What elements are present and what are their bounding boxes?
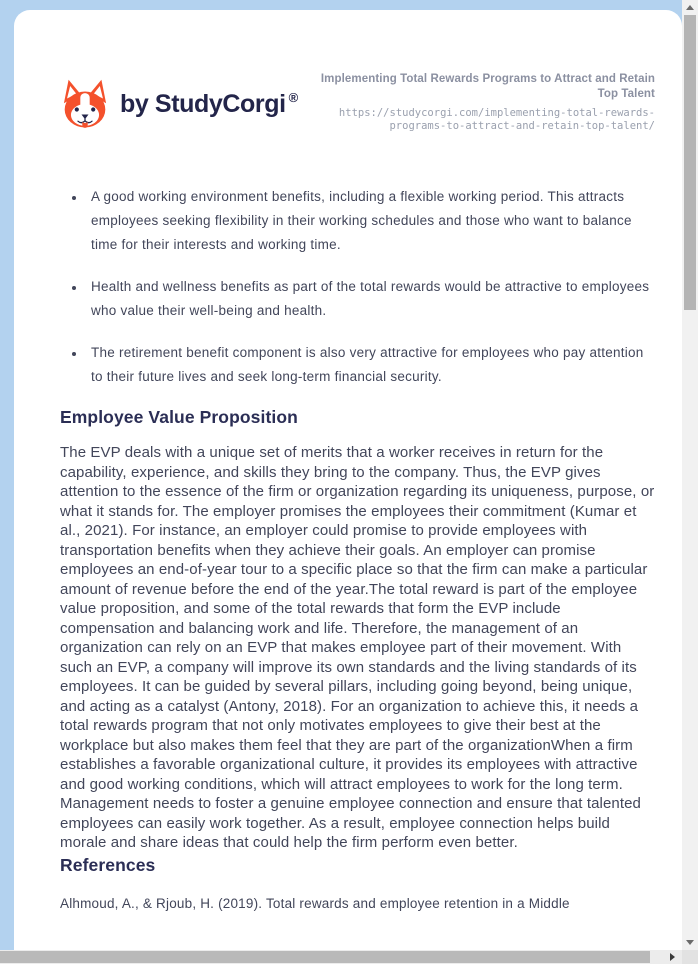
- registered-trademark: ®: [288, 89, 299, 105]
- document-url: https://studycorgi.com/implementing-total-rewards-programs-to-attract-and-retain-top-talent/: [338, 107, 655, 132]
- scrollbar-corner: [682, 950, 698, 964]
- brand-name: by StudyCorgi: [120, 89, 286, 118]
- section-body-evp: The EVP deals with a unique set of merits that a worker receives in return for the capability, experience, and skills they bring to the company. Thus, the EVP gives attention to the essence of the firm or organization regarding its uniqueness, purpose, or what it stands for. The employer promises the employees their commitment (Kumar et al., 2021). For instance, an employer could promise to provide employees with transportation benefits when they achieve their goals. An employer can promise employees an end-of-year tour to a specific place so that the firm can make a particular amount of revenue before the end of the year.The total reward is part of the employee value proposition, and some of the total rewards that form the EVP include compensation and balancing work and life. Therefore, the management of an organization can rely on an EVP that makes employee part of their movement. With such an EVP, a company will improve its own standards and the living standards of its employees. It can be guided by several pillars, including going beyond, being unique, and acting as a catalyst (Antony, 2018). For an organization to achieve this, it needs a total rewards program that not only motivates employees to give their best at the workplace but also makes them feel that they are part of the organizationWhen a firm establishes a favorable organizational culture, it provides its employees with attractive and good working conditions, which will attract employees to work for the long term. Management needs to foster a genuine employee connection and ensure that talented employees can easily work together. As a result, employee connection helps build morale and share ideas that could help the firm perform even better.: [60, 444, 655, 851]
- benefits-bullet-list: [60, 185, 655, 389]
- list-item: • The retirement benefit component is also very attractive for employees who pay attention to their future lives and seek long-term financial security.: [86, 341, 655, 389]
- list-item: • A good working environment benefits, including a flexible working period. This attracts employees seeking flexibility in their working schedules and those who want to balance time for their interests and working time.: [86, 185, 655, 257]
- horizontal-scrollbar[interactable]: [0, 950, 682, 964]
- document-meta: [319, 72, 655, 133]
- corgi-logo-icon: [60, 76, 110, 132]
- reference-item: Alhmoud, A., & Rjoub, H. (2019). Total rewards and employee retention in a Middle: [60, 895, 570, 911]
- scroll-up-button[interactable]: [682, 0, 698, 15]
- section-heading-evp: Employee Value Proposition: [60, 407, 298, 427]
- scroll-down-button[interactable]: [682, 935, 698, 950]
- arrow-up-icon: [686, 5, 694, 10]
- brand: [60, 76, 298, 132]
- vertical-scrollbar-thumb[interactable]: [684, 15, 696, 310]
- document-header: [60, 70, 655, 133]
- document-title: Implementing Total Rewards Programs to Attract and Retain Top Talent: [320, 73, 655, 100]
- horizontal-scrollbar-thumb[interactable]: [0, 951, 650, 963]
- section-heading-references: References: [60, 854, 156, 875]
- vertical-scrollbar[interactable]: [682, 0, 698, 950]
- arrow-right-icon: [670, 953, 675, 961]
- content-card: [14, 10, 682, 950]
- scroll-right-button[interactable]: [663, 950, 682, 964]
- list-item: • Health and wellness benefits as part of the total rewards would be attractive to employees who value their well-being and health.: [86, 275, 655, 323]
- arrow-down-icon: [686, 940, 694, 945]
